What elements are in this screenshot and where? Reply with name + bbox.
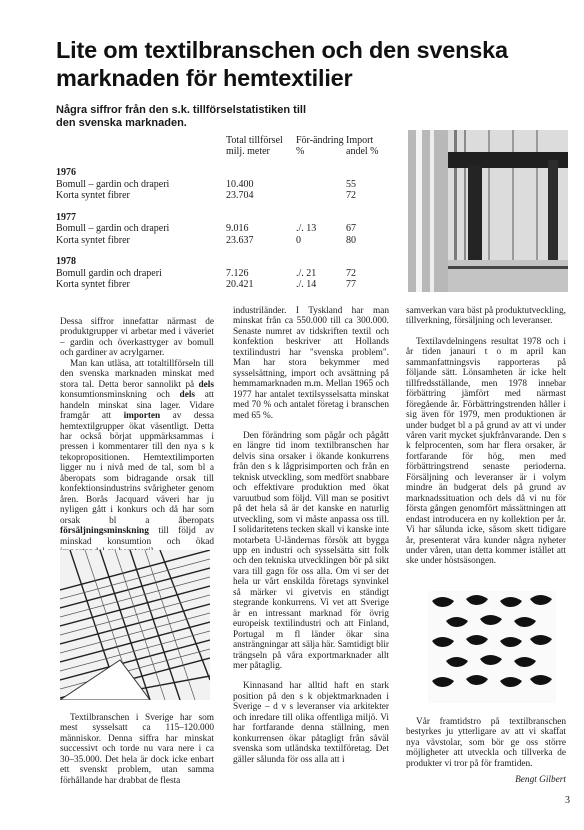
text-run: att handeln minskat sina lager. Vidare framgår att xyxy=(60,390,214,422)
table-header-row xyxy=(56,135,396,157)
fabric-sketch-image xyxy=(60,550,210,700)
table-row xyxy=(56,268,396,280)
row-change xyxy=(296,190,346,202)
header-change: För-ändring % xyxy=(296,135,344,157)
page-number: 3 xyxy=(565,795,570,806)
year-label: 1976 xyxy=(56,167,76,178)
row-label: Korta syntet fibrer xyxy=(56,279,130,290)
table-row xyxy=(56,223,396,235)
year-label: 1978 xyxy=(56,256,76,267)
text-run: av dessa hemtextilgrupper ökat väsentligt. Detta har också börjat uppmärksammas i pressen i kommentarer till den nya s k tekopropositionen. Hemtextilimporten ligger nu i nivå med de tal, som bl a åberopats som bidragande orsak till konfektionsindustrins svårigheter genom åren. Borås Jacquard väveri har ju nyligen gått i konkurs och då har som orsak bl a åberopats xyxy=(60,411,214,526)
column-3-bottom xyxy=(406,717,566,786)
paragraph xyxy=(60,359,214,558)
table-row xyxy=(56,235,396,247)
author-signature: Bengt Gilbert xyxy=(515,775,566,786)
row-import: 55 xyxy=(346,178,356,190)
bird-pattern-image xyxy=(428,591,556,703)
row-import: 72 xyxy=(346,190,356,201)
column-2 xyxy=(233,306,389,765)
paragraph: Vår framtidstro på textilbranschen bestyrkes ju ytterligare av att vi skaffat nya vävstolar, som bör ge oss större möjligheter att utveckla och tillverka de produkter vi tror på för framtiden. xyxy=(406,717,566,769)
table-row xyxy=(56,190,396,202)
text-run: till följd av minskad konsumtion och ökad xyxy=(60,526,214,547)
row-label: Korta syntet fibrer xyxy=(56,190,130,201)
column-1-top xyxy=(60,317,214,557)
row-change xyxy=(296,179,346,191)
paragraph: Kinnasand har alltid haft en stark position på den s k objektmarknaden i Sverige – d v s leveranser via arkitekter och inredare till olika offentliga miljö. Vi har fortfarande denna ställning, men konkurrensen ökar påtagligt från såväl svenska som utländska textilföretag. Det gäller sålunda för oss alla att i xyxy=(233,681,389,765)
article-intro: Några siffror från den s.k. tillförselstatistiken till den svenska marknaden. xyxy=(56,104,307,129)
paragraph: samverkan vara bäst på produktutveckling, tillverkning, försäljning och leveranser. xyxy=(406,306,566,327)
table-row xyxy=(56,279,396,291)
row-change: ./. 21 xyxy=(296,267,317,279)
row-import: 77 xyxy=(346,279,356,290)
row-change: ./. 13 xyxy=(296,223,317,234)
row-total: 20.421 xyxy=(226,279,254,290)
text-run-bold: dels xyxy=(179,390,196,401)
text-run-bold: dels xyxy=(198,379,214,390)
text-run: Man kan utläsa, att totaltillförseln till den svenska marknaden minskat med stora tal. Detta beror sannolikt på xyxy=(60,358,214,390)
row-import: 72 xyxy=(346,267,356,279)
text-run: konsumtionsminskning och xyxy=(60,390,180,401)
row-change: ./. 14 xyxy=(296,279,317,290)
text-run-bold: importen xyxy=(123,411,161,422)
row-label: Bomull – gardin och draperi xyxy=(56,178,170,190)
row-total: 23.704 xyxy=(226,190,254,201)
header-total: Total tillförsel milj. meter xyxy=(226,135,283,157)
column-1-bottom xyxy=(60,713,214,786)
paragraph: Den förändring som pågår och pågått en längre tid inom textilbranschen har delvis sina orsaker i ökande konkurrens från den s k lågprisimporten och från en teknisk utveckling, som medfört snabbare och effektivare produktion med ökat varuutbud som följd. Vill man se positivt på det hela så är det kanske en naturlig utveckling, som vi måste anpassa oss till. I solidaritetens tecken skall vi kanske inte motarbeta U-ländernas försök att bygga upp en industri och sysselsätta sitt folk och den tekniska utvecklingen bör på sikt vara till gagn för oss alla. Om vi ser det hela ur vårt enskilda företags synvinkel så märker vi givetvis en ständigt stegrande konkurrens. Vi vet att Sverige är en intressant marknad för övrig europeisk textilindustri och att Finland, Portugal m fl länder ökar sina ansträngningar att sälja här. Samtidigt blir trängseln på våra exportmarknader allt mer påtaglig. xyxy=(233,430,389,671)
row-total: 23.637 xyxy=(226,234,254,246)
row-import: 67 xyxy=(346,223,356,234)
statistics-table xyxy=(56,135,396,291)
row-total: 7.126 xyxy=(226,267,249,279)
table-row xyxy=(56,179,396,191)
row-total: 9.016 xyxy=(226,223,249,234)
paragraph: Dessa siffror innefattar närmast de produktgrupper vi arbetar med i väveriet – gardin och överkasttyger av bomull och gardiner av acrylgarner. xyxy=(60,317,214,359)
paragraph: industriländer. I Tyskland har man minskat från ca 550.000 till ca 300.000. Senaste numret av tidskriften textil och konfektion beskriver att Hollands textilindustri har "svenska problem". Man har stora bekymmer med sysselsättning, import och avsättning på hemmamarknaden m.m. Mellan 1965 och 1977 har antalet textilsysselsatta minskat med 70 % och antalet företag i branschen med 65 %. xyxy=(233,306,389,421)
row-label: Bomull gardin och draperi xyxy=(56,267,162,279)
year-label: 1977 xyxy=(56,211,76,223)
loom-photo xyxy=(408,130,568,292)
row-label: Korta syntet fibrer xyxy=(56,234,130,246)
row-import: 80 xyxy=(346,234,356,246)
column-3-top xyxy=(406,306,566,567)
paragraph: Textilbranschen i Sverige har som mest sysselsatt ca 115–120.000 människor. Denna siffra har minskat successivt och torde nu vara nere i ca 30–35.000. Det hela är dock icke enbart ett svenskt problem, utan samma förhållande har drabbat de flesta xyxy=(60,713,214,786)
row-label: Bomull – gardin och draperi xyxy=(56,223,170,234)
row-total: 10.400 xyxy=(226,178,254,190)
row-change: 0 xyxy=(296,234,301,246)
article-headline: Lite om textilbranschen och den svenska marknaden för hemtextilier xyxy=(56,37,508,91)
paragraph: Textilavdelningens resultat 1978 och i år tiden janauri t o m april kan sammanfattningsvis rapporteras på följande sätt. Lönsamheten är icke helt tillfredsställande, men 1978 innebar förbättring jämfört med närmast föregående år. Förbättringstrenden håller i sig även för 1979, men produktionen är under budget bl a på grund av att vi under våren varit mycket sjukfrånvarande. Den s k felprocenten, som har flera orsaker, är fortfarande för hög, men med förbättringstrend senaste perioderna. Försäljning och leveranser är i volym mindre än budgerat dels på grund av marknadssituation och dels då vi nu för första gången genomfört mässättningen att endast introducera en ny kollektion per år. Vi har sålunda icke, såsom skett tidigare år, presenterat våra kunder några nyheter under våren, utan detta kommer istället att ske under höstsäsongen. xyxy=(406,336,566,567)
header-import: Import andel % xyxy=(346,135,379,157)
text-run-bold: försäljningsminskning xyxy=(60,526,149,537)
